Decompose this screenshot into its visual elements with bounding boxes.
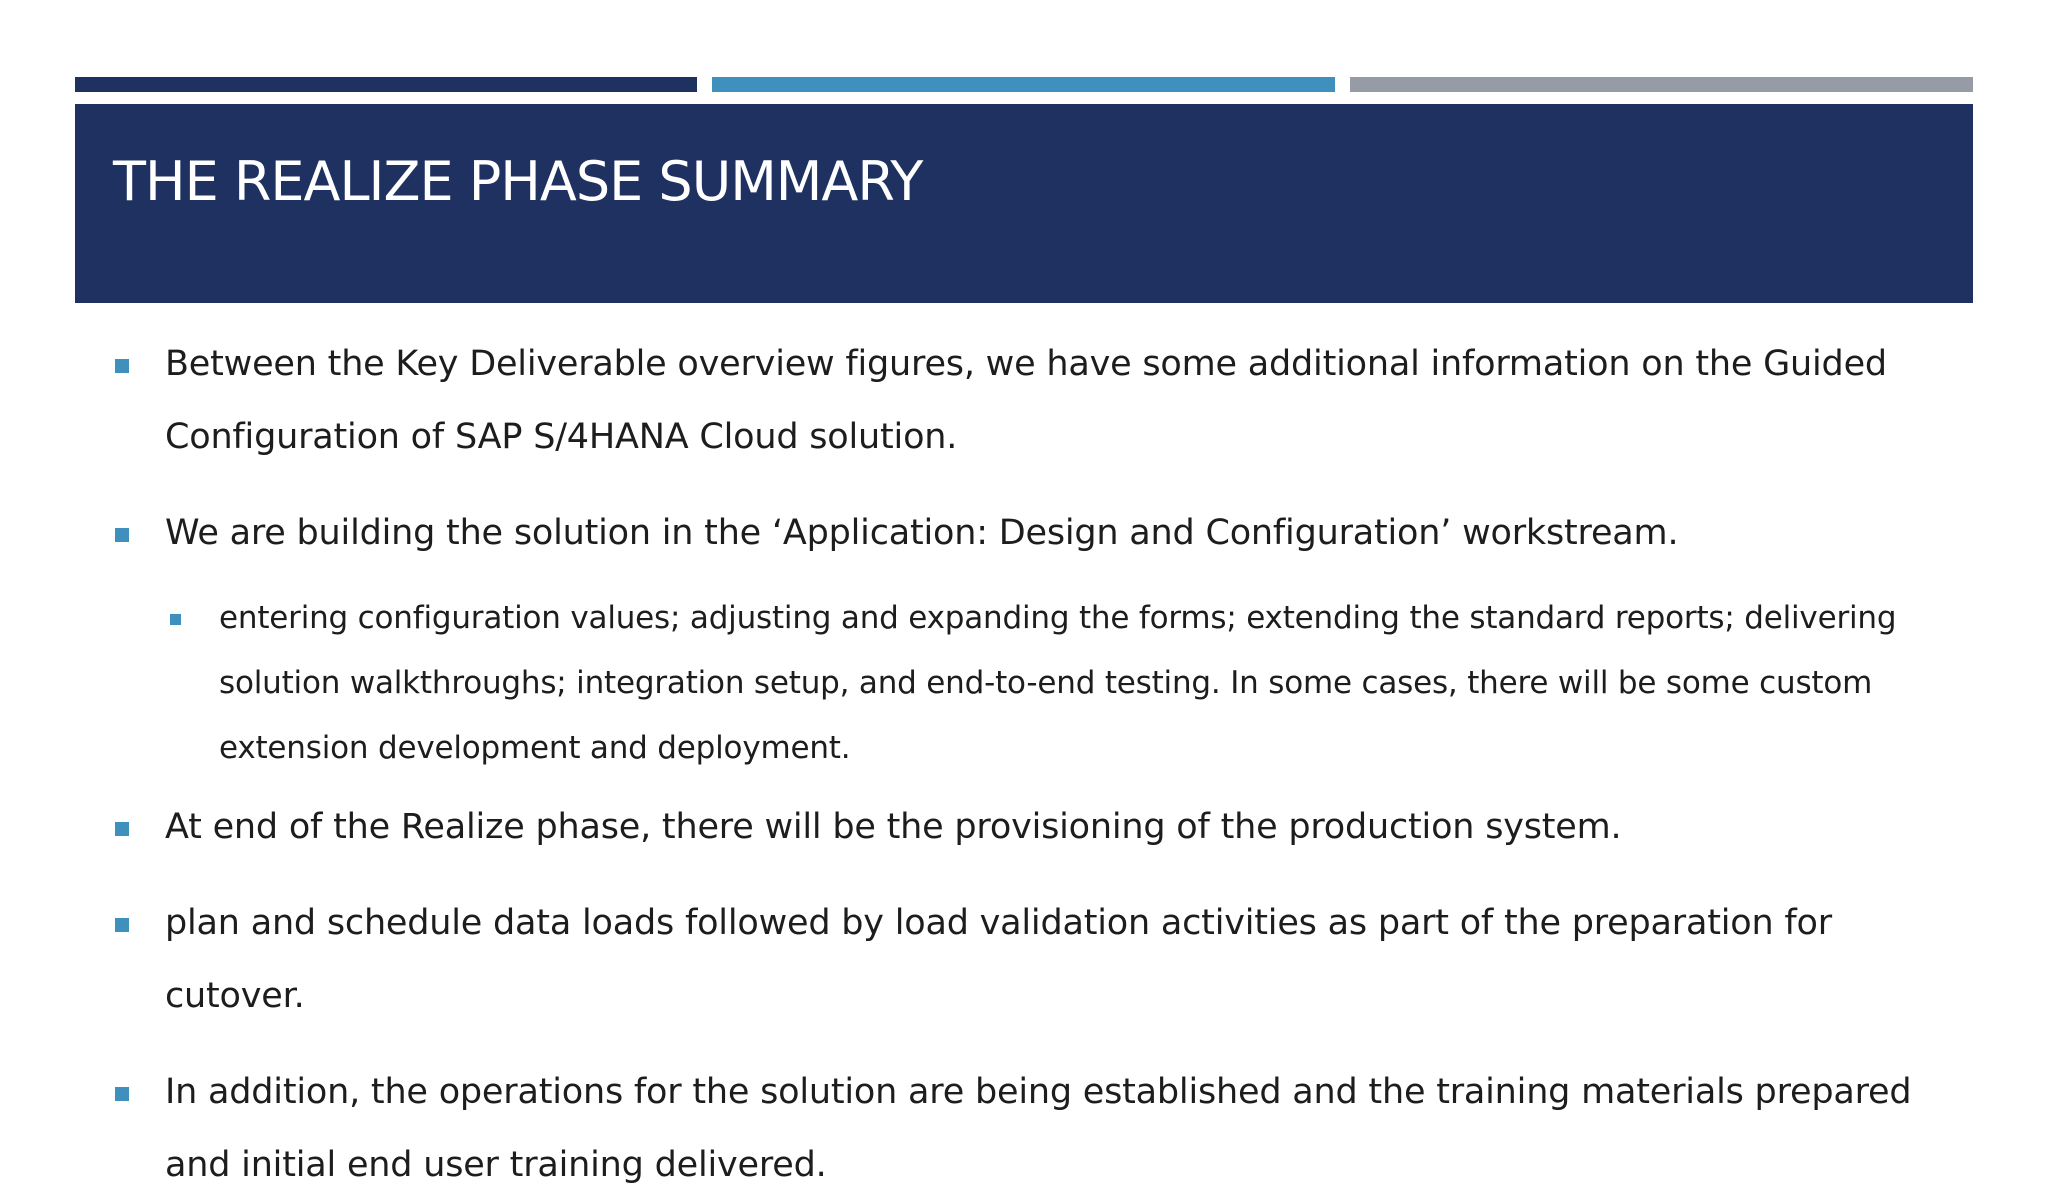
accent-bar-blue [712,77,1335,92]
bullet-item [112,887,1982,1033]
bullet-text: Between the Key Deliverable overview figures, we have some additional information on the Guided Configuration of SAP S/4HANA Cloud solution. [165,344,1887,457]
bullet-text: plan and schedule data loads followed by load validation activities as part of the preparation for cutover. [165,903,1832,1016]
bullet-item [112,791,1982,864]
bullet-item [112,497,1982,570]
bullet-text: At end of the Realize phase, there will be the provisioning of the production system. [165,807,1622,847]
square-bullet-icon [115,528,129,542]
bullet-text: We are building the solution in the ‘Application: Design and Configuration’ workstream. [165,513,1679,553]
slide-title: THE REALIZE PHASE SUMMARY [113,150,923,213]
square-bullet-icon [115,822,129,836]
bullet-text: In addition, the operations for the solution are being established and the training materials prepared and initial end user training delivered. [165,1072,1912,1185]
square-bullet-icon [115,1087,129,1101]
bullet-item [112,328,1982,474]
square-bullet-icon [115,359,129,373]
sub-bullet-item [112,586,1982,781]
square-bullet-icon [115,918,129,932]
accent-bar-dark [75,77,697,92]
accent-bar-gray [1350,77,1973,92]
bullet-item [112,1056,1982,1202]
title-band [75,104,1973,303]
square-bullet-icon [170,614,181,625]
sub-bullet-text: entering configuration values; adjusting and expanding the forms; extending the standard reports; delivering solution walkthroughs; integration setup, and end-to-end testing. In some cases, there will be some custom extension development and deployment. [219,600,1897,766]
slide-content [112,328,1982,1202]
